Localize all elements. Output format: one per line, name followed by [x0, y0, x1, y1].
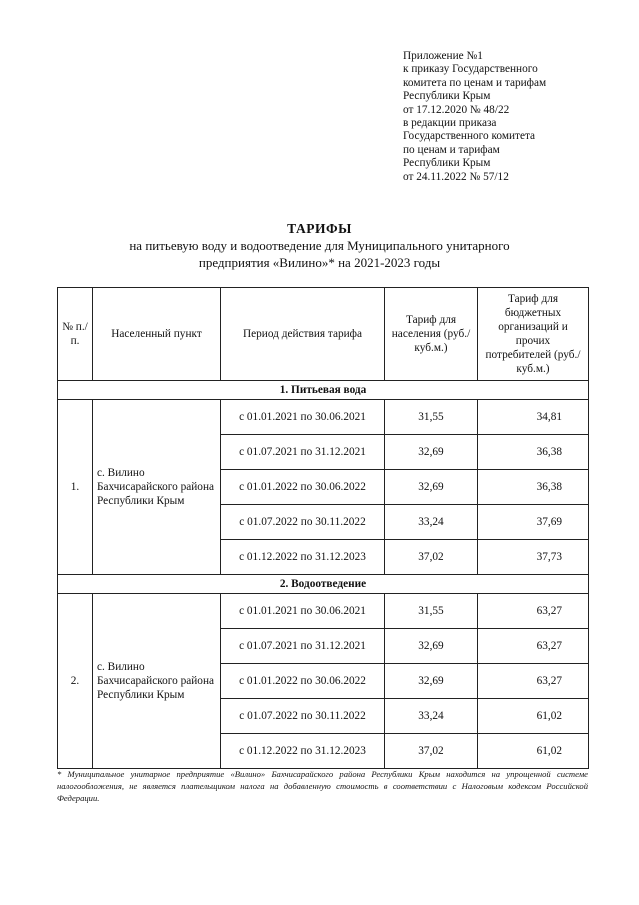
- tariff-organization-value: 63,27: [478, 629, 589, 664]
- tariff-population-value: 37,02: [385, 540, 478, 575]
- header-num: № п./п.: [58, 288, 93, 381]
- tariff-population-value: 32,69: [385, 629, 478, 664]
- appendix-line: от 17.12.2020 № 48/22: [403, 103, 510, 116]
- section-title: 1. Питьевая вода: [58, 381, 589, 400]
- settlement-name: с. Вилино Бахчисарайского района Республики Крым: [93, 400, 221, 575]
- tariff-organization-value: 37,73: [478, 540, 589, 575]
- tariff-organization-value: 36,38: [478, 470, 589, 505]
- tariff-period: с 01.07.2021 по 31.12.2021: [221, 629, 385, 664]
- section-title: 2. Водоотведение: [58, 575, 589, 594]
- document-subtitle: [0, 237, 639, 271]
- tariff-period: с 01.12.2022 по 31.12.2023: [221, 540, 385, 575]
- tariff-population-value: 32,69: [385, 664, 478, 699]
- subtitle-line-2: предприятия «Вилино»* на 2021-2023 годы: [198, 255, 441, 270]
- tariff-period: с 01.01.2021 по 30.06.2021: [221, 400, 385, 435]
- tariff-period: с 01.07.2021 по 31.12.2021: [221, 435, 385, 470]
- tariff-population-value: 33,24: [385, 505, 478, 540]
- tariff-population-value: 37,02: [385, 734, 478, 769]
- tariff-population-value: 33,24: [385, 699, 478, 734]
- tariff-organization-value: 36,38: [478, 435, 589, 470]
- tariff-period: с 01.12.2022 по 31.12.2023: [221, 734, 385, 769]
- appendix-line: к приказу Государственного: [403, 63, 538, 76]
- settlement-name: с. Вилино Бахчисарайского района Республики Крым: [93, 594, 221, 769]
- header-tariff-organizations: Тариф для бюджетных организаций и прочих потребителей (руб./куб.м.): [478, 288, 589, 381]
- header-period: Период действия тарифа: [221, 288, 385, 381]
- tariff-population-value: 31,55: [385, 400, 478, 435]
- tariff-organization-value: 37,69: [478, 505, 589, 540]
- appendix-line: Приложение №1: [403, 50, 483, 62]
- tariff-population-value: 32,69: [385, 435, 478, 470]
- tariff-population-value: 31,55: [385, 594, 478, 629]
- tariff-organization-value: 63,27: [478, 594, 589, 629]
- tariff-period: с 01.01.2022 по 30.06.2022: [221, 664, 385, 699]
- tariff-period: с 01.07.2022 по 30.11.2022: [221, 505, 385, 540]
- appendix-line: в редакции приказа: [403, 117, 497, 130]
- row-number: 2.: [58, 594, 93, 769]
- appendix-line: Государственного комитета: [403, 130, 536, 143]
- appendix-line: Республики Крым: [403, 90, 491, 103]
- appendix-line: Республики Крым: [403, 157, 491, 170]
- tariff-organization-value: 63,27: [478, 664, 589, 699]
- tariff-period: с 01.01.2021 по 30.06.2021: [221, 594, 385, 629]
- header-tariff-population: Тариф для населения (руб./куб.м.): [385, 288, 478, 381]
- appendix-line: по ценам и тарифам: [403, 143, 500, 156]
- tariff-population-value: 32,69: [385, 470, 478, 505]
- document-title: ТАРИФЫ: [287, 221, 352, 236]
- tariff-period: с 01.01.2022 по 30.06.2022: [221, 470, 385, 505]
- tariff-organization-value: 61,02: [478, 734, 589, 769]
- appendix-block: [403, 50, 633, 184]
- tariff-organization-value: 61,02: [478, 699, 589, 734]
- subtitle-line-1: на питьевую воду и водоотведение для Муниципального унитарного: [129, 238, 510, 253]
- appendix-line: от 24.11.2022 № 57/12: [403, 170, 509, 183]
- header-place: Населенный пункт: [93, 288, 221, 381]
- row-number: 1.: [58, 400, 93, 575]
- appendix-line: комитета по ценам и тарифам: [403, 76, 547, 89]
- footnote: * Муниципальное унитарное предприятие «Вилино» Бахчисарайского района Республики Крым находится на упрощенной системе налогообложения, не является плательщиком налога на добавленную стоимость в соответствии с Налоговым кодексом Российской Федерации.: [57, 769, 588, 803]
- tariff-organization-value: 34,81: [478, 400, 589, 435]
- tariff-table: [57, 287, 589, 769]
- tariff-period: с 01.07.2022 по 30.11.2022: [221, 699, 385, 734]
